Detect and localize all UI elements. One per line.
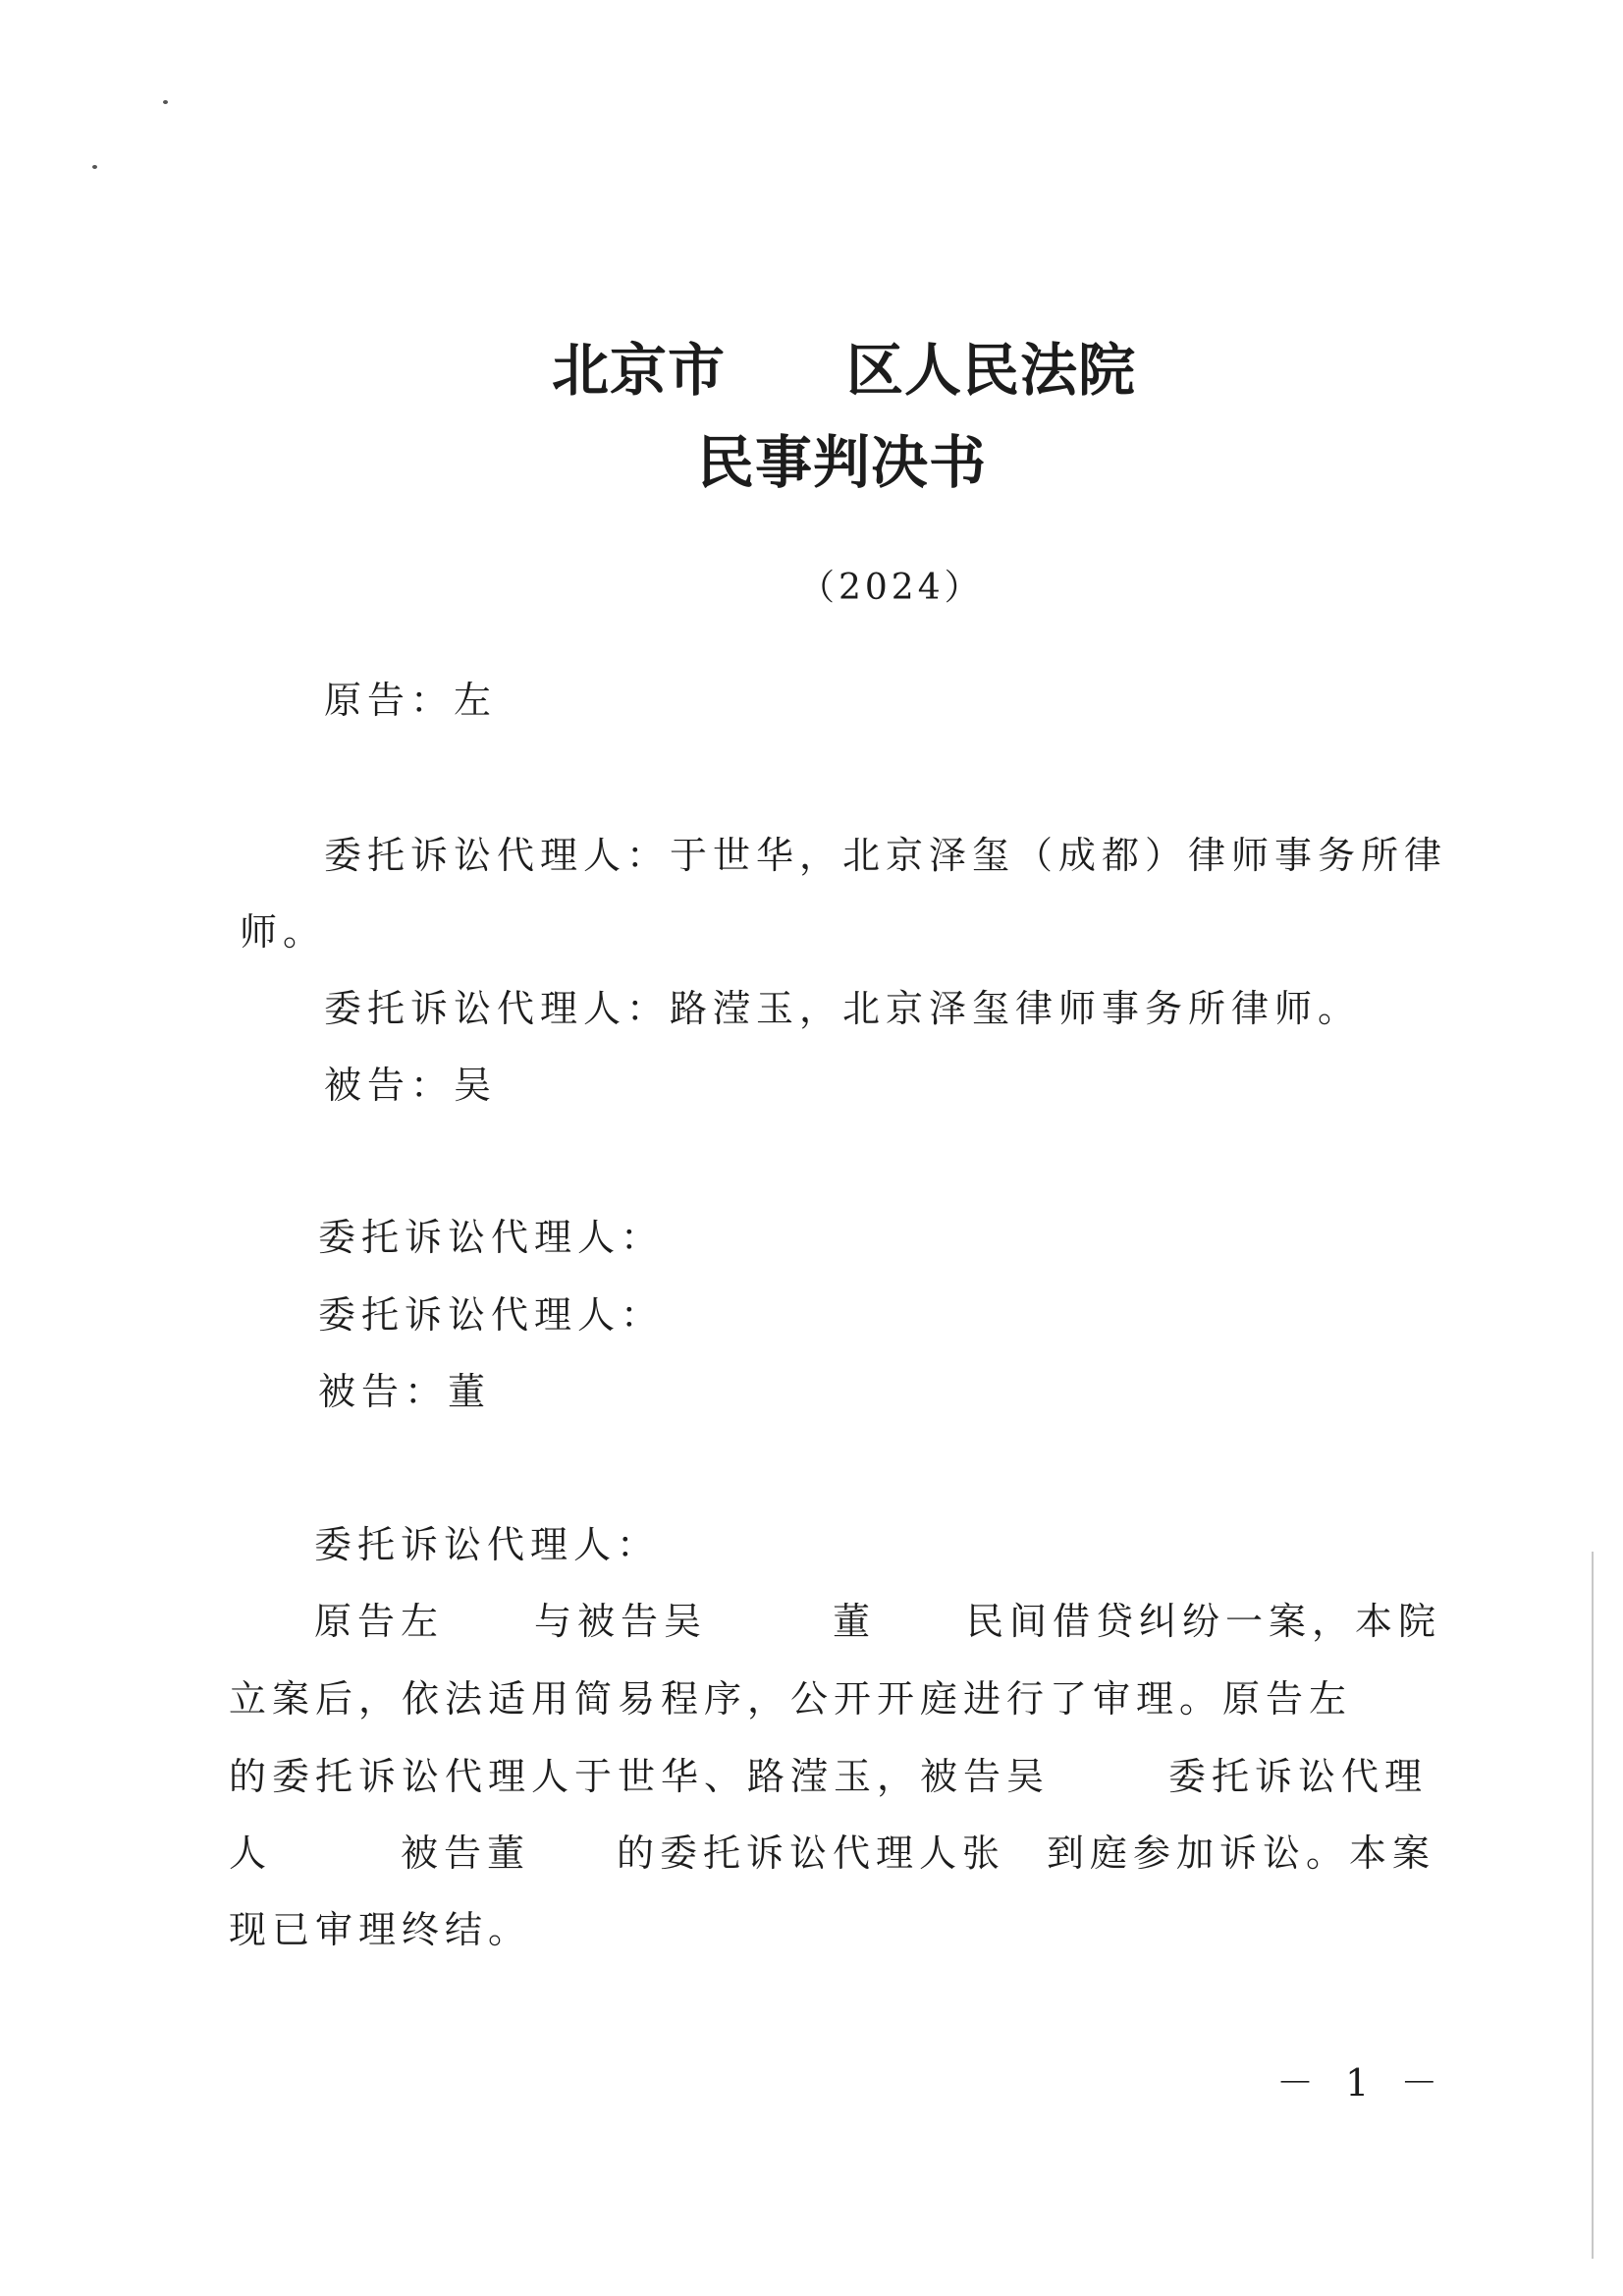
defendant-2-agent-line: 委托诉讼代理人： [314,1523,661,1566]
scan-speck [92,165,97,169]
body-text-fragment: 被告董 [401,1831,531,1875]
plaintiff-agent-1-continuation: 师。 [240,910,327,954]
body-text-fragment: 董 [833,1600,877,1643]
body-text-fragment: 的委托诉讼代理人张 [617,1831,1006,1875]
defendant-1-line: 被告：吴 [324,1064,498,1107]
body-text-fragment: 到庭参加诉讼。本案 [1047,1831,1436,1875]
defendant-2-line: 被告：董 [318,1370,492,1413]
body-text-fragment: 与被告吴 [534,1600,708,1643]
plaintiff-agent-2-line: 委托诉讼代理人：路滢玉，北京泽玺律师事务所律师。 [324,987,1362,1030]
document-type-title: 民事判决书 [697,429,988,496]
plaintiff-line: 原告：左 [324,679,498,722]
plaintiff-agent-1-line: 委托诉讼代理人：于世华，北京泽玺（成都）律师事务所律 [324,834,1448,877]
body-text-fragment: 人 [229,1831,273,1875]
body-text-line: 现已审理终结。 [229,1908,532,1951]
body-text-fragment: 委托诉讼代理 [1168,1755,1429,1798]
scan-speck [163,100,168,104]
body-text-fragment: 民间借贷纠纷一案，本院 [966,1600,1442,1643]
body-text-fragment: 的委托诉讼代理人于世华、路滢玉，被告吴 [229,1755,1051,1798]
body-text-fragment: 原告左 [314,1600,445,1643]
case-number: （2024） [799,568,984,608]
page-number: － 1 － [1276,2061,1448,2105]
defendant-1-agent-1-line: 委托诉讼代理人： [318,1216,665,1259]
court-name-suffix: 区人民法院 [846,337,1137,404]
body-text-line: 立案后，依法适用简易程序，公开开庭进行了审理。原告左 [229,1677,1353,1721]
court-name-prefix: 北京市 [552,337,727,404]
defendant-1-agent-2-line: 委托诉讼代理人： [318,1293,665,1337]
scan-edge [1592,1552,1594,2259]
